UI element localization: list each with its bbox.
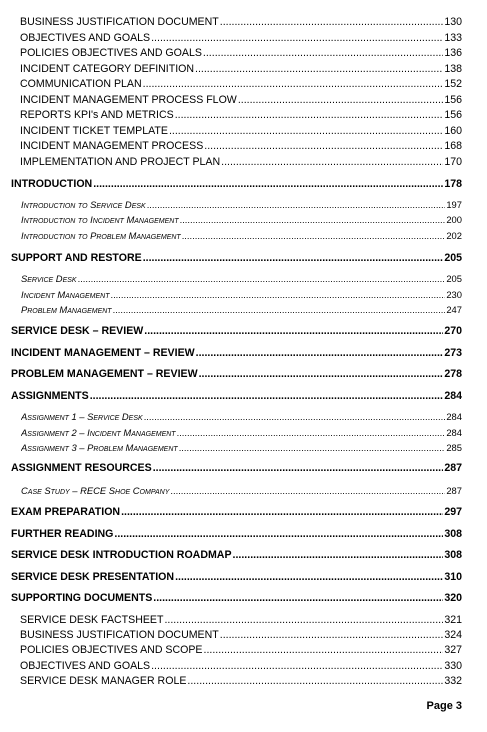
toc-entry[interactable]	[20, 139, 462, 153]
toc-entry[interactable]	[20, 155, 462, 169]
toc-entry[interactable]	[20, 77, 462, 91]
toc-section-page: 297	[444, 506, 462, 518]
toc-subentry-title: Introduction to Service Desk	[21, 199, 146, 210]
toc-subentry[interactable]	[21, 272, 462, 286]
dot-leader	[144, 324, 443, 338]
toc-subentry-title: Problem Management	[21, 304, 112, 315]
toc-subentry[interactable]	[21, 198, 462, 212]
toc-section-page: 284	[444, 390, 462, 402]
toc-section-title: SUPPORT AND RESTORE	[11, 252, 142, 264]
toc-section-page: 310	[444, 571, 462, 583]
toc-entry-title: SERVICE DESK MANAGER ROLE	[20, 675, 187, 687]
dot-leader	[238, 93, 444, 107]
dot-leader	[175, 570, 443, 584]
toc-subentry-title: Incident Management	[21, 289, 110, 300]
toc-subentry-title: Introduction to Problem Management	[21, 230, 181, 241]
dot-leader	[110, 288, 445, 302]
dot-leader	[170, 484, 445, 498]
toc-section[interactable]	[11, 251, 462, 265]
toc-entry-page: 138	[444, 63, 462, 75]
toc-entry[interactable]	[20, 643, 462, 657]
toc-entry-page: 130	[444, 16, 462, 28]
toc-entry-title: INCIDENT MANAGEMENT PROCESS	[20, 140, 204, 152]
dot-leader	[93, 177, 443, 191]
toc-section[interactable]	[11, 389, 462, 403]
toc-entry-title: BUSINESS JUSTIFICATION DOCUMENT	[20, 16, 219, 28]
toc-subentry-title: Assignment 3 – Problem Management	[21, 442, 178, 453]
toc-entry-page: 327	[444, 644, 462, 656]
toc-entry-page: 324	[444, 629, 462, 641]
toc-section-title: INCIDENT MANAGEMENT – REVIEW	[11, 347, 195, 359]
dot-leader	[143, 251, 444, 265]
toc-subentry[interactable]	[21, 441, 462, 455]
dot-leader	[151, 659, 443, 673]
toc-entry-page: 136	[444, 47, 462, 59]
toc-section-page: 287	[444, 462, 462, 474]
dot-leader	[169, 124, 443, 138]
toc-section[interactable]	[11, 367, 462, 381]
toc-entry-title: INCIDENT CATEGORY DEFINITION	[20, 63, 195, 75]
dot-leader	[233, 548, 444, 562]
dot-leader	[153, 461, 444, 475]
toc-section-title: SERVICE DESK – REVIEW	[11, 325, 144, 337]
toc-entry-page: 330	[444, 660, 462, 672]
toc-subentry-page: 197	[446, 199, 462, 210]
toc-entry-page: 332	[444, 675, 462, 687]
dot-leader	[204, 643, 444, 657]
toc-entry-page: 160	[444, 125, 462, 137]
toc-subentry-page: 247	[446, 304, 462, 315]
toc-section-title: SERVICE DESK PRESENTATION	[11, 571, 175, 583]
toc-entry[interactable]	[20, 31, 462, 45]
dot-leader	[151, 31, 443, 45]
toc-subentry-page: 284	[446, 411, 462, 422]
toc-entry-title: IMPLEMENTATION AND PROJECT PLAN	[20, 156, 221, 168]
toc-subentry-title: Case Study – RECE Shoe Company	[21, 485, 170, 496]
toc-subentry-page: 200	[446, 214, 462, 225]
toc-section-title: ASSIGNMENTS	[11, 390, 89, 402]
dot-leader	[147, 198, 446, 212]
toc-subentry[interactable]	[21, 484, 462, 498]
toc-section[interactable]	[11, 346, 462, 360]
toc-entry-title: SERVICE DESK FACTSHEET	[20, 614, 164, 626]
dot-leader	[78, 272, 446, 286]
toc-entry[interactable]	[20, 674, 462, 688]
toc-entry-page: 170	[444, 156, 462, 168]
toc-section-title: FURTHER READING	[11, 528, 114, 540]
toc-section[interactable]	[11, 527, 462, 541]
toc-entry-title: REPORTS KPI's AND METRICS	[20, 109, 174, 121]
toc-section[interactable]	[11, 570, 462, 584]
toc-section-page: 178	[444, 178, 462, 190]
toc-entry-title: COMMUNICATION PLAN	[20, 78, 142, 90]
toc-subentry-title: Introduction to Incident Management	[21, 214, 179, 225]
dot-leader	[220, 15, 444, 29]
toc-subentry-title: Assignment 2 – Incident Management	[21, 427, 176, 438]
toc-section[interactable]	[11, 177, 462, 191]
toc-entry-title: POLICIES OBJECTIVES AND SCOPE	[20, 644, 203, 656]
dot-leader	[203, 46, 443, 60]
toc-entry[interactable]	[20, 124, 462, 138]
dot-leader	[195, 62, 443, 76]
toc-section-title: ASSIGNMENT RESOURCES	[11, 462, 152, 474]
dot-leader	[121, 505, 443, 519]
toc-subentry-page: 284	[446, 427, 462, 438]
dot-leader	[199, 367, 444, 381]
toc-subentry[interactable]	[21, 426, 462, 440]
toc-section[interactable]	[11, 591, 462, 605]
toc-section-title: EXAM PREPARATION	[11, 506, 121, 518]
toc-subentry-page: 205	[446, 273, 462, 284]
toc-subentry-page: 230	[446, 289, 462, 300]
toc-section-page: 308	[444, 528, 462, 540]
dot-leader	[113, 303, 446, 317]
toc-section[interactable]	[11, 548, 462, 562]
toc-subentry-page: 287	[446, 485, 462, 496]
toc-section-page: 273	[444, 347, 462, 359]
toc-section-page: 205	[444, 252, 462, 264]
toc-entry-title: INCIDENT TICKET TEMPLATE	[20, 125, 168, 137]
toc-subentry-title: Assignment 1 – Service Desk	[21, 411, 143, 422]
dot-leader	[177, 426, 446, 440]
toc-subentry-page: 202	[446, 230, 462, 241]
dot-leader	[175, 108, 444, 122]
toc-entry[interactable]	[20, 628, 462, 642]
toc-entry[interactable]	[20, 108, 462, 122]
toc-section-page: 278	[444, 368, 462, 380]
toc-entry[interactable]	[20, 659, 462, 673]
dot-leader	[164, 613, 443, 627]
toc-entry-title: BUSINESS JUSTIFICATION DOCUMENT	[20, 629, 219, 641]
dot-leader	[187, 674, 443, 688]
toc-subentry-title: Service Desk	[21, 273, 77, 284]
toc-section[interactable]	[11, 324, 462, 338]
dot-leader	[153, 591, 443, 605]
dot-leader	[114, 527, 443, 541]
toc-subentry[interactable]	[21, 288, 462, 302]
dot-leader	[196, 346, 444, 360]
toc-section[interactable]	[11, 461, 462, 475]
toc-subentry[interactable]	[21, 410, 462, 424]
toc-entry-page: 168	[444, 140, 462, 152]
toc-section-title: SERVICE DESK INTRODUCTION ROADMAP	[11, 549, 232, 561]
toc-entry-page: 133	[444, 32, 462, 44]
toc-entry[interactable]	[20, 93, 462, 107]
dot-leader	[182, 229, 446, 243]
toc-section-page: 308	[444, 549, 462, 561]
toc-entry-page: 152	[444, 78, 462, 90]
toc-subentry[interactable]	[21, 229, 462, 243]
toc-section-title: SUPPORTING DOCUMENTS	[11, 592, 153, 604]
toc-subentry-page: 285	[446, 442, 462, 453]
dot-leader	[204, 139, 443, 153]
toc-section[interactable]	[11, 505, 462, 519]
dot-leader	[220, 628, 444, 642]
toc-entry-title: OBJECTIVES AND GOALS	[20, 32, 151, 44]
dot-leader	[90, 389, 444, 403]
page-number: Page 3	[426, 700, 462, 712]
dot-leader	[179, 441, 446, 455]
toc-section-title: PROBLEM MANAGEMENT – REVIEW	[11, 368, 198, 380]
toc-entry-title: POLICIES OBJECTIVES AND GOALS	[20, 47, 202, 59]
dot-leader	[143, 77, 444, 91]
toc-entry[interactable]	[20, 62, 462, 76]
toc-entry[interactable]	[20, 46, 462, 60]
toc-entry[interactable]	[20, 15, 462, 29]
toc-entry-page: 321	[444, 614, 462, 626]
toc-entry-page: 156	[444, 109, 462, 121]
toc-entry-page: 156	[444, 94, 462, 106]
toc-subentry[interactable]	[21, 303, 462, 317]
toc-section-page: 320	[444, 592, 462, 604]
toc-subentry[interactable]	[21, 213, 462, 227]
dot-leader	[144, 410, 446, 424]
toc-section-title: INTRODUCTION	[11, 178, 93, 190]
toc-entry-title: INCIDENT MANAGEMENT PROCESS FLOW	[20, 94, 237, 106]
toc-entry-title: OBJECTIVES AND GOALS	[20, 660, 151, 672]
dot-leader	[180, 213, 446, 227]
toc-entry[interactable]	[20, 613, 462, 627]
dot-leader	[221, 155, 443, 169]
toc-section-page: 270	[444, 325, 462, 337]
